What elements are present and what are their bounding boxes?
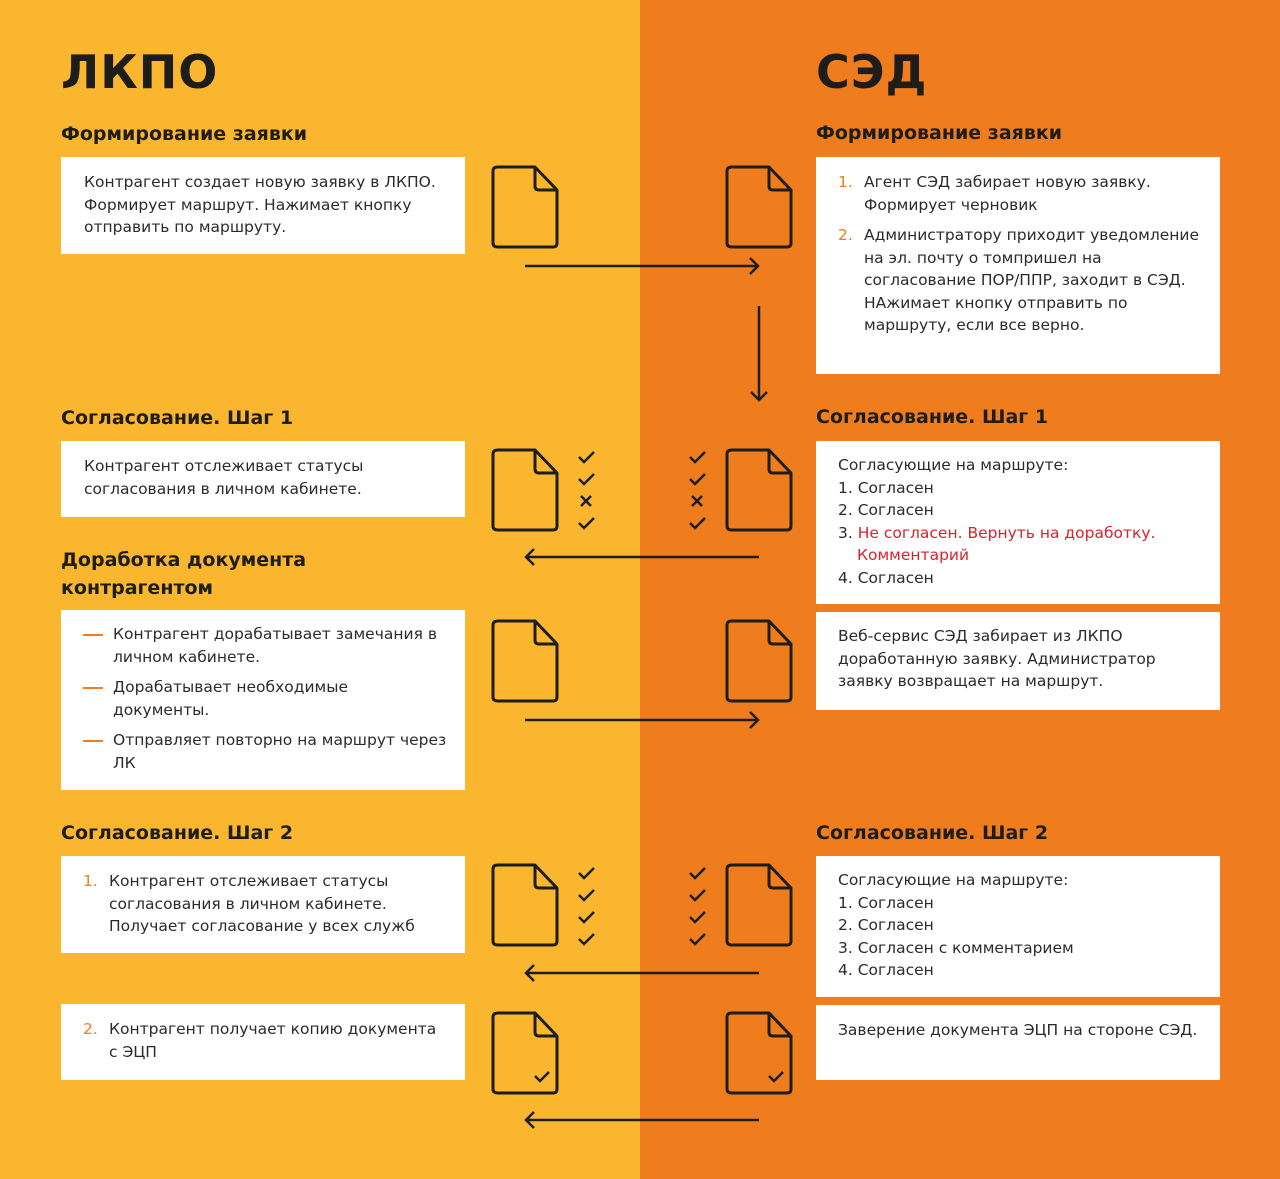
sed-rework-card: [816, 612, 1220, 710]
sed-approval1-title: Согласование. Шаг 1: [816, 406, 1049, 428]
lkpo-approval2-card-2: [61, 1004, 465, 1080]
cross-icon: [692, 496, 702, 506]
approval-status-icons: [689, 450, 707, 532]
arrow-left-icon: [523, 548, 761, 568]
dash-bullet: [83, 687, 103, 689]
approver-3-comment: Комментарий: [857, 546, 970, 564]
list-text: Контрагент получает копию документа с ЭЦП: [109, 1020, 437, 1061]
approver-3: 3. Согласен с комментарием: [838, 938, 1074, 957]
list-text: Администратору приходит уведомление на эл. почту о томпришел на согласование ПОР/ППР, заходит в СЭД. НАжимает кнопку отправить по маршруту, если все верно.: [864, 226, 1200, 334]
dash-bullet: [83, 740, 103, 742]
sed-rework-text: Веб-сервис СЭД забирает из ЛКПО доработанную заявку. Администратор заявку возвращает на маршрут.: [838, 627, 1156, 690]
document-icon: [492, 620, 558, 702]
approvers-header: Согласующие на маршруте:: [838, 871, 1069, 889]
check-icon: [579, 890, 594, 900]
sed-title: СЭД: [816, 45, 928, 99]
approval-status-icons: [578, 866, 596, 948]
sed-approval1-card: [816, 441, 1220, 604]
lkpo-rework-title: Доработка документа контрагентом: [61, 549, 307, 599]
check-icon: [690, 868, 705, 878]
list-text: Агент СЭД забирает новую заявку. Формирует черновик: [864, 173, 1151, 214]
sed-formation-item-2: [838, 224, 1202, 337]
rework-item-3: Отправляет повторно на маршрут через ЛК: [83, 729, 447, 774]
check-icon: [690, 518, 705, 528]
lkpo-approval1-card: [61, 441, 465, 517]
approvers-header: Согласующие на маршруте:: [838, 456, 1069, 474]
check-icon: [535, 1072, 549, 1081]
check-icon: [690, 934, 705, 944]
lkpo-approval1-text: Контрагент отслеживает статусы согласования в личном кабинете.: [84, 457, 364, 498]
list-number: 2.: [838, 226, 853, 244]
check-icon: [579, 868, 594, 878]
document-icon: [492, 449, 558, 531]
signed-document-icon: [492, 1012, 558, 1094]
check-icon: [690, 912, 705, 922]
approver-2: 2. Согласен: [838, 501, 934, 519]
signed-document-icon: [726, 1012, 792, 1094]
lkpo-title: ЛКПО: [61, 45, 219, 99]
sed-formation-item-1: [838, 171, 1202, 216]
sed-signing-text: Заверение документа ЭЦП на стороне СЭД.: [838, 1021, 1198, 1039]
lkpo-approval2-item-2: [83, 1018, 447, 1063]
sed-signing-card: [816, 1005, 1220, 1080]
approval-status-icons: [578, 450, 596, 532]
check-icon: [579, 474, 594, 484]
approver-4: 4. Согласен: [838, 961, 934, 979]
lkpo-approval2-card-1: [61, 856, 465, 953]
check-icon: [690, 474, 705, 484]
check-icon: [579, 912, 594, 922]
document-icon: [726, 166, 792, 248]
approver-1: 1. Согласен: [838, 893, 934, 912]
check-icon: [769, 1072, 783, 1081]
sed-formation-title: Формирование заявки: [816, 122, 1063, 144]
document-icon: [492, 166, 558, 248]
document-icon: [726, 864, 792, 946]
check-icon: [690, 890, 705, 900]
approver-4: 4. Согласен: [838, 568, 934, 587]
cross-icon: [581, 496, 591, 506]
check-icon: [579, 934, 594, 944]
rework-item-2: Дорабатывает необходимые документы.: [83, 676, 447, 721]
list-number: 2.: [83, 1020, 98, 1038]
approver-3-rejected: 3. Не согласен. Вернуть на доработку.: [838, 523, 1156, 542]
document-icon: [492, 864, 558, 946]
arrow-left-icon: [523, 964, 761, 984]
document-icon: [726, 620, 792, 702]
lkpo-approval1-title: Согласование. Шаг 1: [61, 407, 294, 429]
document-icon: [726, 449, 792, 531]
lkpo-approval2-title: Согласование. Шаг 2: [61, 822, 294, 844]
lkpo-formation-text: Контрагент создает новую заявку в ЛКПО. Формирует маршрут. Нажимает кнопку отправить по маршруту.: [84, 173, 436, 236]
arrow-down-icon: [749, 306, 769, 402]
check-icon: [579, 518, 594, 528]
check-icon: [579, 452, 594, 462]
approver-2: 2. Согласен: [838, 916, 934, 934]
lkpo-approval2-item-1: [83, 870, 447, 938]
list-text: Контрагент отслеживает статусы согласования в личном кабинете. Получает согласование у всех служб: [109, 872, 415, 935]
dash-bullet: [83, 634, 103, 636]
sed-formation-card: [816, 157, 1220, 374]
list-number: 1.: [838, 173, 853, 191]
arrow-right-icon: [525, 711, 761, 731]
sed-approval2-title: Согласование. Шаг 2: [816, 822, 1049, 844]
sed-approval2-card: [816, 856, 1220, 997]
rework-item-1: Контрагент дорабатывает замечания в личном кабинете.: [83, 623, 447, 668]
lkpo-formation-card: [61, 157, 465, 254]
check-icon: [690, 452, 705, 462]
approval-status-icons: [689, 866, 707, 948]
arrow-right-icon: [525, 257, 761, 277]
lkpo-rework-card: [61, 610, 465, 790]
arrow-left-icon: [523, 1111, 761, 1131]
list-number: 1.: [83, 872, 98, 890]
approver-1: 1. Согласен: [838, 478, 934, 497]
lkpo-formation-title: Формирование заявки: [61, 123, 308, 145]
